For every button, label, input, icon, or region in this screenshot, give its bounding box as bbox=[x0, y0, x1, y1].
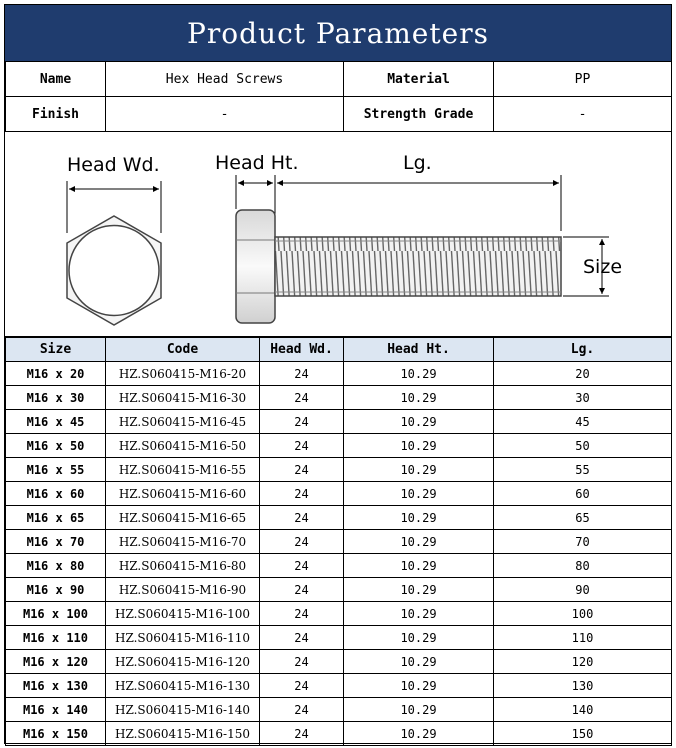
table-row bbox=[6, 698, 672, 722]
table-row bbox=[6, 674, 672, 698]
head-wd-cell: 24 bbox=[260, 362, 344, 386]
head-ht-cell: 10.29 bbox=[344, 626, 494, 650]
size-cell: M16 x 150 bbox=[6, 722, 106, 746]
lg-cell: 30 bbox=[494, 386, 672, 410]
params-row-name bbox=[6, 62, 672, 97]
params-row-finish bbox=[6, 97, 672, 132]
code-cell: HZ.S060415-M16-30 bbox=[106, 386, 260, 410]
grade-label: Strength Grade bbox=[344, 97, 494, 132]
head-wd-cell: 24 bbox=[260, 434, 344, 458]
head-ht-cell: 10.29 bbox=[344, 386, 494, 410]
finish-value: - bbox=[106, 97, 344, 132]
col-size: Size bbox=[6, 338, 106, 362]
spec-table bbox=[5, 337, 672, 746]
table-row bbox=[6, 554, 672, 578]
col-head-wd: Head Wd. bbox=[260, 338, 344, 362]
table-row bbox=[6, 458, 672, 482]
size-cell: M16 x 110 bbox=[6, 626, 106, 650]
code-cell: HZ.S060415-M16-65 bbox=[106, 506, 260, 530]
table-row bbox=[6, 650, 672, 674]
head-wd-cell: 24 bbox=[260, 410, 344, 434]
head-ht-cell: 10.29 bbox=[344, 554, 494, 578]
size-cell: M16 x 140 bbox=[6, 698, 106, 722]
lg-cell: 60 bbox=[494, 482, 672, 506]
size-cell: M16 x 55 bbox=[6, 458, 106, 482]
screw-drawing bbox=[5, 131, 671, 337]
head-wd-cell: 24 bbox=[260, 458, 344, 482]
size-cell: M16 x 60 bbox=[6, 482, 106, 506]
name-value: Hex Head Screws bbox=[106, 62, 344, 97]
head-wd-cell: 24 bbox=[260, 674, 344, 698]
size-label: Size bbox=[583, 256, 623, 278]
lg-cell: 90 bbox=[494, 578, 672, 602]
code-cell: HZ.S060415-M16-45 bbox=[106, 410, 260, 434]
page-title: Product Parameters bbox=[5, 5, 671, 61]
head-wd-cell: 24 bbox=[260, 506, 344, 530]
head-ht-cell: 10.29 bbox=[344, 410, 494, 434]
table-row bbox=[6, 626, 672, 650]
size-cell: M16 x 120 bbox=[6, 650, 106, 674]
head-wd-cell: 24 bbox=[260, 554, 344, 578]
lg-cell: 65 bbox=[494, 506, 672, 530]
lg-cell: 140 bbox=[494, 698, 672, 722]
lg-cell: 20 bbox=[494, 362, 672, 386]
col-code: Code bbox=[106, 338, 260, 362]
size-cell: M16 x 130 bbox=[6, 674, 106, 698]
head-wd-cell: 24 bbox=[260, 722, 344, 746]
size-cell: M16 x 90 bbox=[6, 578, 106, 602]
table-row bbox=[6, 530, 672, 554]
lg-cell: 150 bbox=[494, 722, 672, 746]
head-ht-cell: 10.29 bbox=[344, 674, 494, 698]
code-cell: HZ.S060415-M16-50 bbox=[106, 434, 260, 458]
spec-body bbox=[6, 362, 672, 746]
lg-label: Lg. bbox=[403, 152, 432, 174]
table-row bbox=[6, 578, 672, 602]
lg-cell: 45 bbox=[494, 410, 672, 434]
size-cell: M16 x 100 bbox=[6, 602, 106, 626]
table-row bbox=[6, 722, 672, 746]
size-cell: M16 x 20 bbox=[6, 362, 106, 386]
head-wd-cell: 24 bbox=[260, 698, 344, 722]
lg-cell: 80 bbox=[494, 554, 672, 578]
head-ht-cell: 10.29 bbox=[344, 602, 494, 626]
material-value: PP bbox=[494, 62, 672, 97]
size-cell: M16 x 65 bbox=[6, 506, 106, 530]
screw-diagram bbox=[5, 131, 671, 336]
parameters-table bbox=[5, 61, 672, 132]
lg-cell: 70 bbox=[494, 530, 672, 554]
lg-cell: 130 bbox=[494, 674, 672, 698]
head-ht-cell: 10.29 bbox=[344, 506, 494, 530]
code-cell: HZ.S060415-M16-55 bbox=[106, 458, 260, 482]
lg-cell: 110 bbox=[494, 626, 672, 650]
material-label: Material bbox=[344, 62, 494, 97]
finish-label: Finish bbox=[6, 97, 106, 132]
size-cell: M16 x 70 bbox=[6, 530, 106, 554]
code-cell: HZ.S060415-M16-120 bbox=[106, 650, 260, 674]
table-row bbox=[6, 506, 672, 530]
table-row bbox=[6, 482, 672, 506]
lg-cell: 50 bbox=[494, 434, 672, 458]
col-lg: Lg. bbox=[494, 338, 672, 362]
spec-header-row bbox=[6, 338, 672, 362]
name-label: Name bbox=[6, 62, 106, 97]
lg-cell: 55 bbox=[494, 458, 672, 482]
code-cell: HZ.S060415-M16-130 bbox=[106, 674, 260, 698]
screw-side-view bbox=[215, 152, 622, 323]
head-wd-cell: 24 bbox=[260, 602, 344, 626]
head-wd-cell: 24 bbox=[260, 578, 344, 602]
head-wd-cell: 24 bbox=[260, 386, 344, 410]
size-cell: M16 x 45 bbox=[6, 410, 106, 434]
head-ht-cell: 10.29 bbox=[344, 482, 494, 506]
code-cell: HZ.S060415-M16-20 bbox=[106, 362, 260, 386]
code-cell: HZ.S060415-M16-70 bbox=[106, 530, 260, 554]
code-cell: HZ.S060415-M16-110 bbox=[106, 626, 260, 650]
head-ht-label: Head Ht. bbox=[215, 152, 299, 174]
head-ht-cell: 10.29 bbox=[344, 578, 494, 602]
code-cell: HZ.S060415-M16-90 bbox=[106, 578, 260, 602]
head-ht-cell: 10.29 bbox=[344, 650, 494, 674]
size-cell: M16 x 80 bbox=[6, 554, 106, 578]
lg-cell: 100 bbox=[494, 602, 672, 626]
head-ht-cell: 10.29 bbox=[344, 530, 494, 554]
code-cell: HZ.S060415-M16-100 bbox=[106, 602, 260, 626]
table-row bbox=[6, 434, 672, 458]
head-wd-cell: 24 bbox=[260, 650, 344, 674]
table-row bbox=[6, 386, 672, 410]
table-row bbox=[6, 410, 672, 434]
hex-head-front-view bbox=[67, 154, 161, 325]
head-ht-cell: 10.29 bbox=[344, 362, 494, 386]
head-ht-cell: 10.29 bbox=[344, 458, 494, 482]
head-ht-cell: 10.29 bbox=[344, 434, 494, 458]
grade-value: - bbox=[494, 97, 672, 132]
code-cell: HZ.S060415-M16-60 bbox=[106, 482, 260, 506]
size-cell: M16 x 30 bbox=[6, 386, 106, 410]
head-ht-cell: 10.29 bbox=[344, 722, 494, 746]
table-row bbox=[6, 602, 672, 626]
table-row bbox=[6, 362, 672, 386]
lg-cell: 120 bbox=[494, 650, 672, 674]
head-wd-label: Head Wd. bbox=[67, 154, 160, 176]
head-wd-cell: 24 bbox=[260, 482, 344, 506]
head-ht-cell: 10.29 bbox=[344, 698, 494, 722]
head-wd-cell: 24 bbox=[260, 626, 344, 650]
product-sheet bbox=[4, 4, 672, 744]
code-cell: HZ.S060415-M16-80 bbox=[106, 554, 260, 578]
code-cell: HZ.S060415-M16-140 bbox=[106, 698, 260, 722]
head-wd-cell: 24 bbox=[260, 530, 344, 554]
code-cell: HZ.S060415-M16-150 bbox=[106, 722, 260, 746]
size-cell: M16 x 50 bbox=[6, 434, 106, 458]
col-head-ht: Head Ht. bbox=[344, 338, 494, 362]
